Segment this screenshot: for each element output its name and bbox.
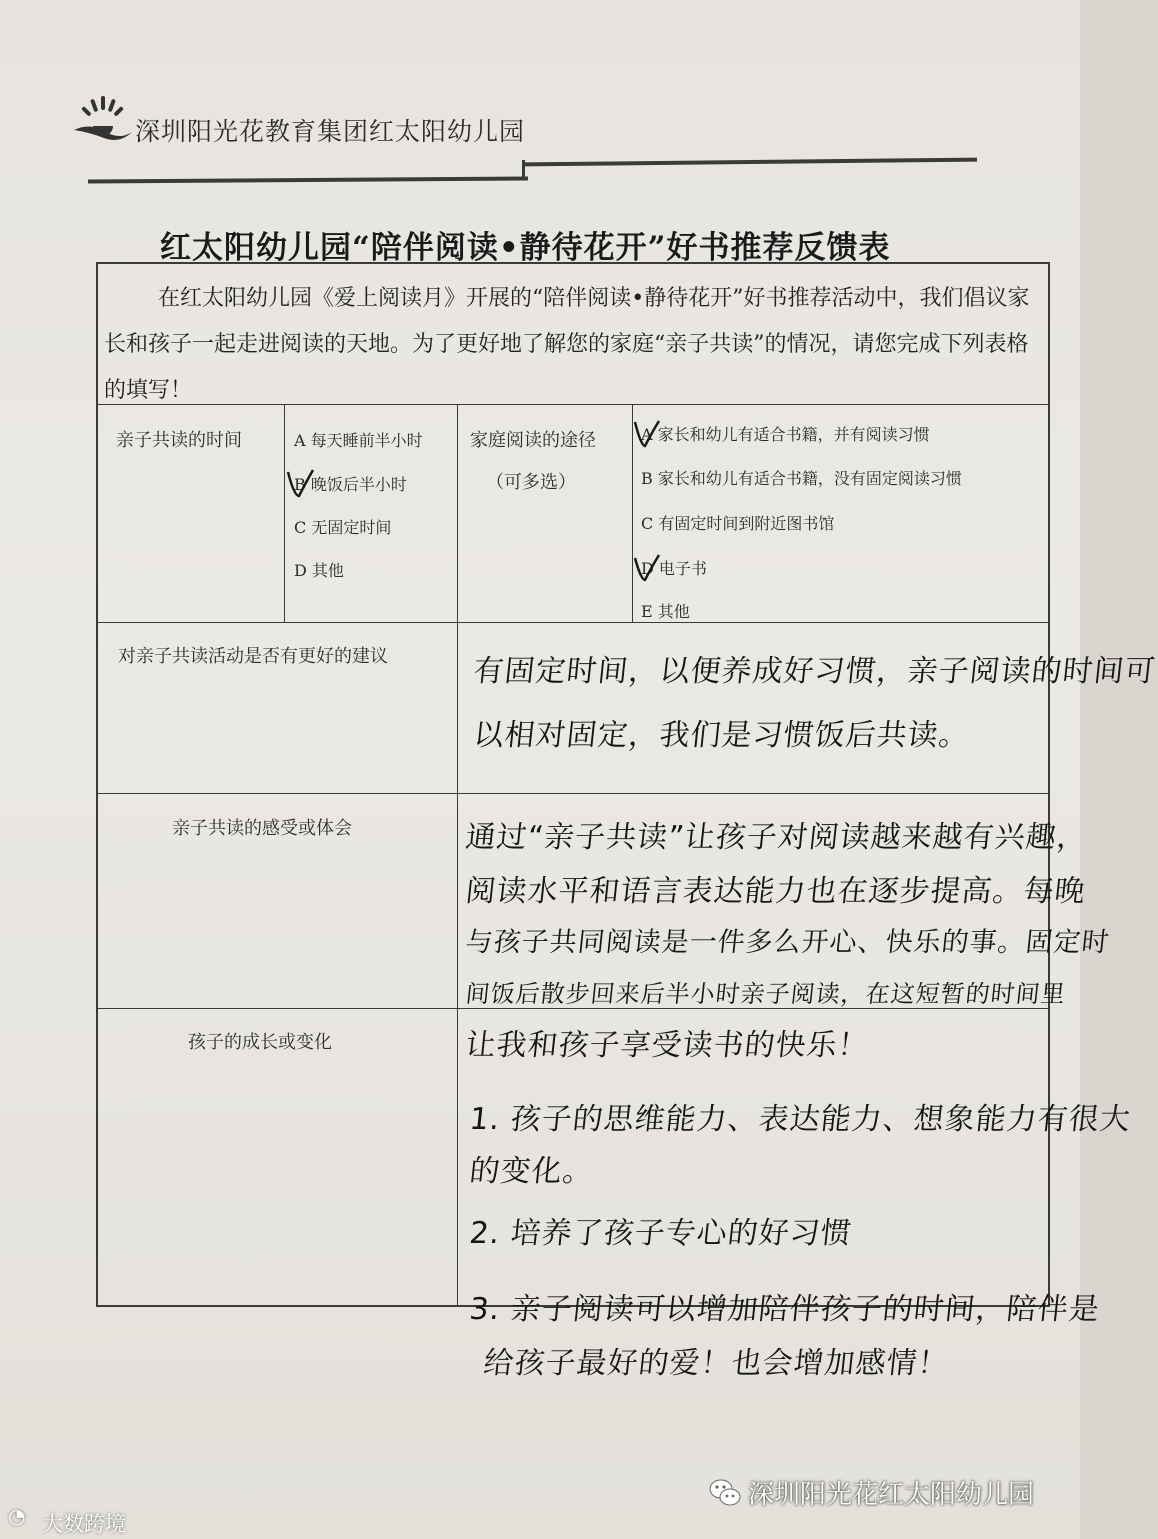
handwritten-line: 让我和孩子享受读书的快乐！: [463, 1028, 871, 1063]
sun-logo-icon: [70, 92, 136, 142]
grid-line: [96, 793, 1050, 794]
feeling-label: 亲子共读的感受或体会: [172, 818, 352, 839]
handwritten-line: 通过“亲子共读”让孩子对阅读越来越有兴趣，: [463, 820, 1090, 855]
handwritten-line: 有固定时间，以便养成好习惯，亲子阅读的时间可: [471, 654, 1158, 689]
grid-line: [284, 404, 285, 622]
time-option[interactable]: A 每天睡前半小时: [294, 431, 423, 450]
handwritten-line: 1. 孩子的思维能力、表达能力、想象能力有很大: [467, 1102, 1133, 1137]
source-watermark: 大数跨境: [42, 1512, 126, 1536]
source-logo-icon: ◔: [8, 1504, 26, 1528]
wechat-watermark: 深圳阳光花红太阳幼儿园: [748, 1480, 1035, 1510]
checkmark-icon: [632, 418, 662, 450]
handwritten-line: 的变化。: [467, 1154, 596, 1189]
method-option[interactable]: B 家长和幼儿有适合书籍，没有固定阅读习惯: [641, 469, 962, 488]
growth-label: 孩子的成长或变化: [188, 1032, 332, 1053]
grid-line: [96, 622, 1050, 623]
time-option[interactable]: D 其他: [294, 561, 344, 580]
intro-paragraph: 在红太阳幼儿园《爱上阅读月》开展的“陪伴阅读•静待花开”好书推荐活动中，我们倡议家长和孩子一起走进阅读的天地。为了更好地了解您的家庭“亲子共读”的情况，请您完成下列表格的填写！: [104, 286, 1030, 403]
time-option[interactable]: C 无固定时间: [294, 518, 392, 537]
method-option[interactable]: C 有固定时间到附近图书馆: [641, 514, 835, 533]
grid-line: [457, 404, 458, 1307]
method-option[interactable]: A 家长和幼儿有适合书籍，并有阅读习惯: [641, 425, 930, 444]
checkmark-icon: [285, 466, 315, 500]
suggestion-label: 对亲子共读活动是否有更好的建议: [118, 646, 388, 667]
handwritten-line: 给孩子最好的爱！也会增加感情！: [481, 1346, 951, 1381]
handwritten-line: 阅读水平和语言表达能力也在逐步提高。每晚: [463, 874, 1088, 909]
school-name: 深圳阳光花教育集团红太阳幼儿园: [135, 117, 526, 146]
handwritten-line: 间饭后散步回来后半小时亲子阅读，在这短暂的时间里: [464, 980, 1068, 1008]
wechat-icon: [708, 1476, 742, 1510]
method-label: 家庭阅读的途径: [470, 430, 596, 451]
checkmark-icon: [632, 552, 662, 584]
handwritten-line: 2. 培养了孩子专心的好习惯: [467, 1216, 854, 1251]
method-option[interactable]: D 电子书: [641, 559, 707, 578]
form-title: 红太阳幼儿园“陪伴阅读•静待花开”好书推荐反馈表: [160, 230, 891, 266]
handwritten-line: 3. 亲子阅读可以增加陪伴孩子的时间，陪伴是: [467, 1292, 1102, 1327]
handwritten-line: 与孩子共同阅读是一件多么开心、快乐的事。固定时: [464, 927, 1112, 958]
method-option[interactable]: E 其他: [641, 602, 690, 621]
handwritten-line: 以相对固定，我们是习惯饭后共读。: [471, 718, 972, 753]
method-sublabel: （可多选）: [486, 472, 576, 493]
time-label: 亲子共读的时间: [116, 430, 242, 451]
time-option[interactable]: B 晚饭后半小时: [294, 475, 407, 494]
